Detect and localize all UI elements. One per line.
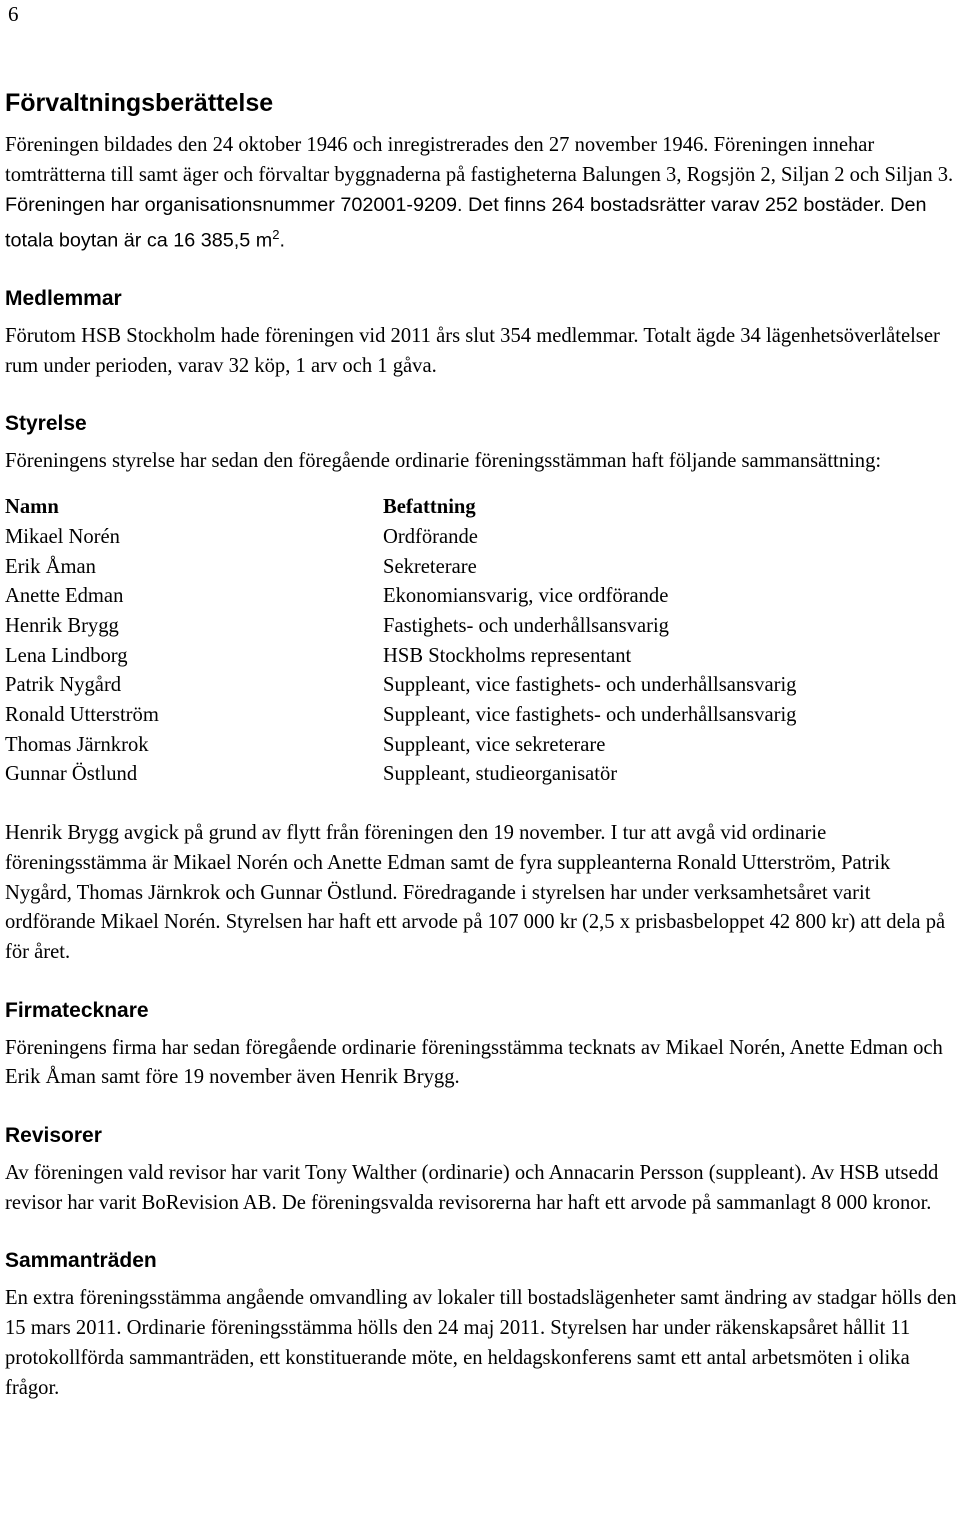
heading-styrelse: Styrelse	[5, 412, 87, 436]
member-name: Gunnar Östlund	[5, 763, 138, 786]
member-name: Erik Åman	[5, 555, 96, 578]
member-name: Patrik Nygård	[5, 674, 122, 697]
org-number-text: Föreningen har organisationsnummer 702001-9209.	[5, 194, 463, 217]
heading-revisorer: Revisorer	[5, 1124, 102, 1148]
member-name: Henrik Brygg	[5, 614, 119, 637]
heading-medlemmar: Medlemmar	[5, 287, 122, 310]
document-body	[5, 86, 960, 1403]
page-title: Förvaltningsberättelse	[5, 89, 274, 117]
intro-paragraph: Föreningen bildades den 24 oktober 1946 och inregistrerades den 27 november 1946. Föreningen innehar tomträtterna till samt äger och förvaltar byggnaderna på fastigheterna Balungen 3, Rogsjön 2, Siljan 2 och Siljan 3.	[5, 134, 954, 186]
sammantraden-text: En extra föreningsstämma angående omvandling av lokaler till bostadslägenheter samt ändring av stadgar hölls den 15 mars 2011. Ordinarie föreningsstämma hölls den 24 maj 2011. Styrelsen har under räkenskapsåret hållit 11 protokollförda sammanträden, ett konstituerande möte, en heldagskonferens samt ett antal arbetsmöten i olika frågor.	[5, 1287, 957, 1399]
member-name: Mikael Norén	[5, 525, 120, 548]
member-role: Suppleant, vice sekreterare	[383, 733, 606, 756]
board-table	[5, 493, 960, 790]
heading-firmatecknare: Firmatecknare	[5, 998, 149, 1022]
styrelse-text: Föreningens styrelse har sedan den föregående ordinarie föreningsstämman haft följande sammansättning:	[5, 450, 882, 473]
firmatecknare-text: Föreningens firma har sedan föregående ordinarie föreningsstämma tecknats av Mikael Norén, Anette Edman och Erik Åman samt före 19 november även Henrik Brygg.	[5, 1036, 943, 1089]
revisorer-text: Av föreningen vald revisor har varit Tony Walther (ordinarie) och Annacarin Persson (suppleant). Av HSB utsedd revisor har varit BoRevision AB. De föreningsvalda revisorerna har haft ett arvode på sammanlagt 8 000 kronor.	[5, 1162, 939, 1214]
member-role: Sekreterare	[383, 555, 477, 578]
member-role: Suppleant, vice fastighets- och underhållsansvarig	[383, 704, 797, 727]
member-role: Ordförande	[383, 525, 478, 548]
member-role: Ekonomiansvarig, vice ordförande	[383, 585, 669, 608]
styrelse-after-text: Henrik Brygg avgick på grund av flytt från föreningen den 19 november. I tur att avgå vid ordinarie föreningsstämma är Mikael Norén och Anette Edman samt de fyra suppleanterna Ronald Utterström, Patrik Nygård, Thomas Järnkrok och Gunnar Östlund. Föredragande i styrelsen har under verksamhetsåret varit ordförande Mikael Norén. Styrelsen har haft ett arvode på 107 000 kr (2,5 x prisbasbeloppet 42 800 kr) att dela på för året.	[5, 822, 946, 963]
member-role: Fastighets- och underhållsansvarig	[383, 614, 669, 637]
apartments-text: Det finns 264 bostadsrätter varav 252 bostäder. Den totala boytan är ca 16 385,5 m	[5, 194, 927, 252]
medlemmar-text: Förutom HSB Stockholm hade föreningen vid 2011 års slut 354 medlemmar. Totalt ägde 34 lägenhetsöverlåtelser rum under perioden, varav 32 köp, 1 arv och 1 gåva.	[5, 325, 940, 377]
member-name: Ronald Utterström	[5, 704, 159, 727]
intro-org-paragraph	[5, 190, 960, 256]
column-header-role: Befattning	[383, 496, 476, 519]
area-superscript: 2	[272, 227, 280, 243]
member-name: Lena Lindborg	[5, 644, 128, 667]
column-header-name: Namn	[5, 496, 59, 519]
member-role: Suppleant, vice fastighets- och underhållsansvarig	[383, 674, 797, 697]
member-role: HSB Stockholms representant	[383, 644, 632, 667]
page-number: 6	[8, 2, 19, 26]
heading-sammantraden: Sammanträden	[5, 1249, 157, 1273]
member-name: Anette Edman	[5, 585, 124, 608]
member-role: Suppleant, studieorganisatör	[383, 763, 618, 786]
period: .	[279, 230, 285, 252]
member-name: Thomas Järnkrok	[5, 733, 149, 756]
